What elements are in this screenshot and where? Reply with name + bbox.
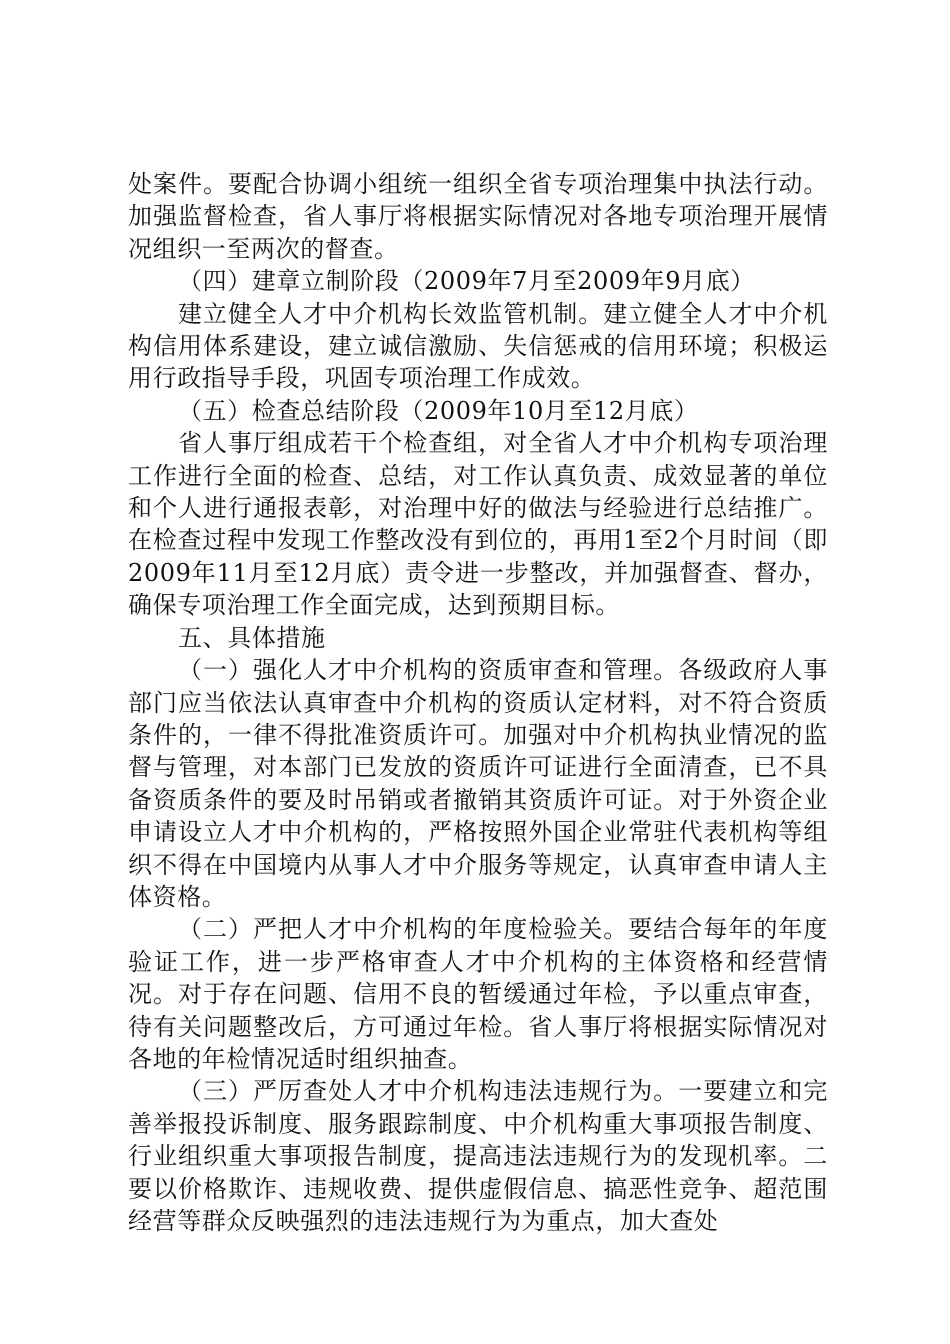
stage-heading-five: （五）检查总结阶段（2009年10月至12月底） — [178, 396, 699, 425]
section-heading: 五、具体措施 — [178, 623, 326, 652]
paragraph: 省人事厅组成若干个检查组，对全省人才中介机构专项治理工作进行全面的检查、总结，对工作认真负责、成效显著的单位和个人进行通报表彰，对治理中好的做法与经验进行总结推广。在检查过程中发现工作整改没有到位的，再用1至2个月时间（即2009年11月至12月底）责令进一步整改，并加强督查、督办，确保专项治理工作全面完成，达到预期目标。 — [128, 429, 828, 620]
paragraph: 建立健全人才中介机构长效监管机制。建立健全人才中介机构信用体系建设，建立诚信激励、失信惩戒的信用环境；积极运用行政指导手段，巩固专项治理工作成效。 — [128, 299, 828, 393]
measure-paragraph-two: （二）严把人才中介机构的年度检验关。要结合每年的年度验证工作，进一步严格审查人才中介机构的主体资格和经营情况。对于存在问题、信用不良的暂缓通过年检，予以重点审查，待有关问题整改后，方可通过年检。省人事厅将根据实际情况对各地的年检情况适时组织抽查。 — [128, 915, 828, 1073]
document-body — [128, 168, 828, 1237]
measure-paragraph-one: （一）强化人才中介机构的资质审查和管理。各级政府人事部门应当依法认真审查中介机构的资质认定材料，对不符合资质条件的，一律不得批准资质许可。加强对中介机构执业情况的监督与管理，对本部门已发放的资质许可证进行全面清查，已不具备资质条件的要及时吊销或者撤销其资质许可证。对于外资企业申请设立人才中介机构的，严格按照外国企业常驻代表机构等组织不得在中国境内从事人才中介服务等规定，认真审查申请人主体资格。 — [128, 656, 828, 911]
measure-paragraph-three: （三）严厉查处人才中介机构违法违规行为。一要建立和完善举报投诉制度、服务跟踪制度、中介机构重大事项报告制度、行业组织重大事项报告制度，提高违法违规行为的发现机率。二要以价格欺诈、违规收费、提供虚假信息、搞恶性竞争、超范围经营等群众反映强烈的违法违规行为为重点，加大查处 — [128, 1077, 828, 1235]
paragraph-continued: 处案件。要配合协调小组统一组织全省专项治理集中执法行动。加强监督检查，省人事厅将根据实际情况对各地专项治理开展情况组织一至两次的督查。 — [128, 170, 828, 263]
stage-heading-four: （四）建章立制阶段（2009年7月至2009年9月底） — [178, 267, 755, 296]
